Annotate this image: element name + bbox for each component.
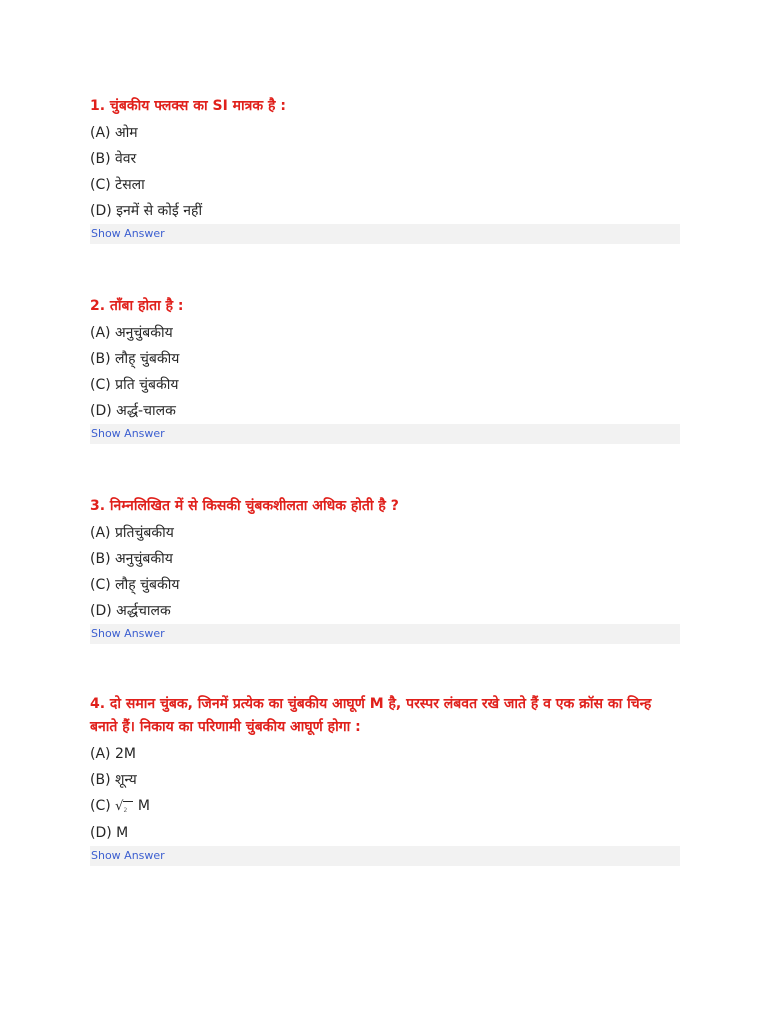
option-c-prefix: (C) [90,798,116,814]
question-title: 1. चुंबकीय फ्लक्स का SI मात्रक है : [90,98,286,114]
option-c: (C) टेसला [90,177,145,193]
option-b: (B) वेवर [90,151,137,167]
show-answer-button[interactable]: Show Answer [90,424,680,444]
option-b: (B) शून्य [90,772,137,788]
question-title: 4. दो समान चुंबक, जिनमें प्रत्येक का चुंबकीय आघूर्ण M है, परस्पर लंबवत रखे जाते हैं व एक क्रॉस का चिन्ह बनाते हैं। निकाय का परिणामी चुंबकीय आघूर्ण होगा : [90,696,652,735]
option-c [90,793,680,820]
option-c: (C) प्रति चुंबकीय [90,377,179,393]
sqrt-icon: √ [115,799,124,814]
option-a: (A) 2M [90,746,136,762]
show-answer-button[interactable]: Show Answer [90,846,680,866]
question-3 [90,495,680,644]
option-d: (D) M [90,825,129,841]
question-1 [90,95,680,244]
question-2 [90,295,680,444]
option-d: (D) इनमें से कोई नहीं [90,203,203,219]
option-b: (B) लौह् चुंबकीय [90,351,180,367]
option-a: (A) ओम [90,125,138,141]
question-4 [90,693,680,866]
option-a: (A) अनुचुंबकीय [90,325,173,341]
option-c-suffix: M [133,798,150,814]
show-answer-button[interactable]: Show Answer [90,224,680,244]
option-b: (B) अनुचुंबकीय [90,551,173,567]
option-a: (A) प्रतिचुंबकीय [90,525,174,541]
option-c: (C) लौह् चुंबकीय [90,577,180,593]
question-title: 3. निम्नलिखित में से किसकी चुंबकशीलता अधिक होती है ? [90,498,399,514]
sqrt-radicand: 2 [123,801,133,814]
option-d: (D) अर्द्धचालक [90,603,171,619]
question-title: 2. ताँबा होता है : [90,298,184,314]
show-answer-button[interactable]: Show Answer [90,624,680,644]
option-d: (D) अर्द्ध-चालक [90,403,176,419]
